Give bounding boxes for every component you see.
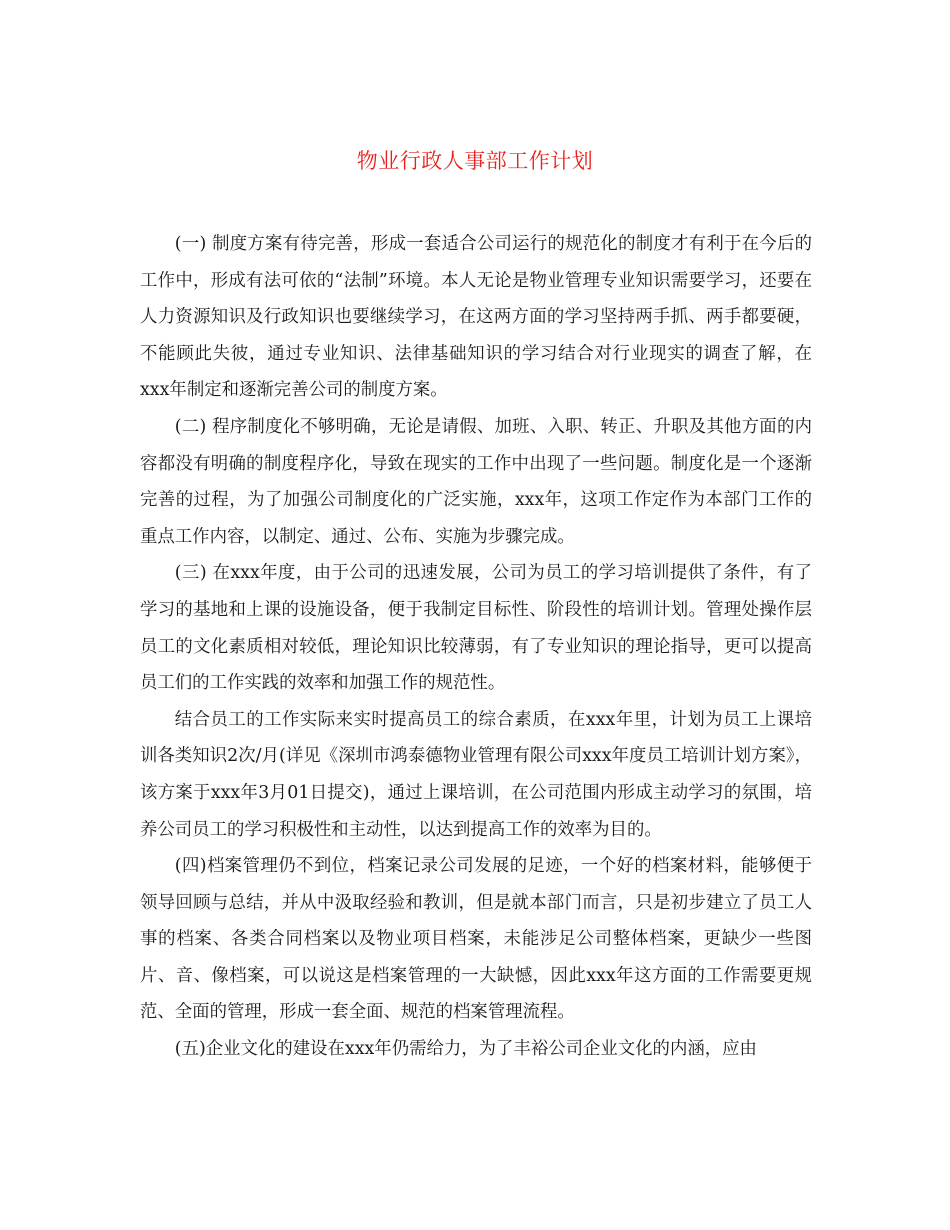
- document-title: 物业行政人事部工作计划: [356, 149, 594, 173]
- paragraph-1: (一) 制度方案有待完善，形成一套适合公司运行的规范化的制度才有利于在今后的工作中，形成有法可依的“法制”环境。本人无论是物业管理专业知识需要学习，还要在人力资源知识及行政知识也要继续学习，在这两方面的学习坚持两手抓、两手都要硬，不能顾此失彼，通过专业知识、法律基础知识的学习结合对行业现实的调查了解，在xxx年制定和逐渐完善公司的制度方案。: [140, 234, 812, 401]
- paragraph-6: (五)企业文化的建设在xxx年仍需给力，为了丰裕公司企业文化的内涵，应由: [174, 1039, 757, 1060]
- paragraph-4: 结合员工的工作实际来实时提高员工的综合素质，在xxx年里，计划为员工上课培训各类知识2次/月(详见《深圳市鸿泰德物业管理有限公司xxx年度员工培训计划方案》，该方案于xxx年3月01日提交)，通过上课培训，在公司范围内形成主动学习的氛围，培养公司员工的学习积极性和主动性，以达到提高工作的效率为目的。: [140, 709, 812, 840]
- paragraph-3: (三) 在xxx年度，由于公司的迅速发展，公司为员工的学习培训提供了条件，有了学习的基地和上课的设施设备，便于我制定目标性、阶段性的培训计划。管理处操作层员工的文化素质相对较低，理论知识比较薄弱，有了专业知识的理论指导，更可以提高员工们的工作实践的效率和加强工作的规范性。: [140, 563, 812, 694]
- paragraph-5: (四)档案管理仍不到位，档案记录公司发展的足迹，一个好的档案材料，能够便于领导回顾与总结，并从中汲取经验和教训，但是就本部门而言，只是初步建立了员工人事的档案、各类合同档案以及物业项目档案，未能涉足公司整体档案，更缺少一些图片、音、像档案，可以说这是档案管理的一大缺憾，因此xxx年这方面的工作需要更规范、全面的管理，形成一套全面、规范的档案管理流程。: [140, 856, 812, 1023]
- paragraph-2: (二) 程序制度化不够明确，无论是请假、加班、入职、转正、升职及其他方面的内容都没有明确的制度程序化，导致在现实的工作中出现了一些问题。制度化是一个逐渐完善的过程，为了加强公司制度化的广泛实施，xxx年，这项工作定作为本部门工作的重点工作内容，以制定、通过、公布、实施为步骤完成。: [140, 416, 812, 547]
- document-body: [140, 226, 812, 1068]
